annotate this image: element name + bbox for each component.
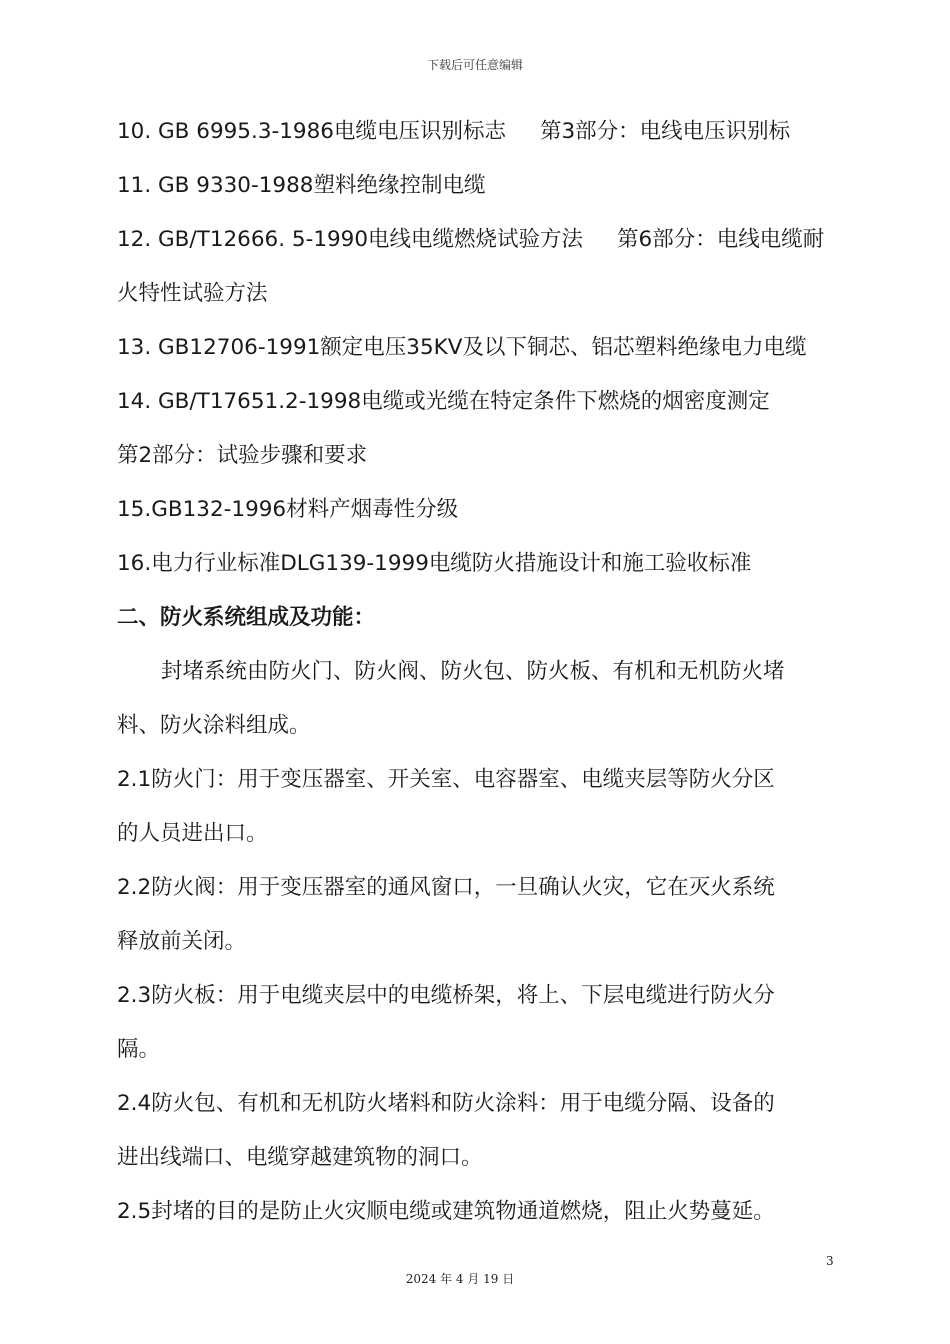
standard-item-12-title: 12. GB/T12666. 5-1990电线电缆燃烧试验方法 <box>117 227 584 252</box>
standard-item-16: 16.电力行业标准DLG139-1999电缆防火措施设计和施工验收标准 <box>117 551 752 576</box>
item-2-4-line-1: 2.4防火包、有机和无机防火堵料和防火涂料：用于电缆分隔、设备的 <box>117 1091 775 1116</box>
page-number: 3 <box>826 1254 834 1268</box>
intro-paragraph-line-1: 封堵系统由防火门、防火阀、防火包、防火板、有机和无机防火堵 <box>161 659 785 684</box>
standard-item-10-part: 第3部分：电线电压识别标 <box>539 119 791 144</box>
standard-item-13: 13. GB12706-1991额定电压35KV及以下铜芯、铝芯塑料绝缘电力电缆 <box>117 335 807 360</box>
footer-date: 2024 年 4 月 19 日 <box>405 1272 515 1286</box>
item-2-3-line-1: 2.3防火板：用于电缆夹层中的电缆桥架，将上、下层电缆进行防火分 <box>117 983 775 1008</box>
standard-item-12-part: 第6部分：电线电缆耐 <box>617 227 825 252</box>
standard-item-14: 14. GB/T17651.2-1998电缆或光缆在特定条件下燃烧的烟密度测定 <box>117 389 770 414</box>
standard-item-12-continued: 火特性试验方法 <box>117 281 268 306</box>
item-2-2-line-2: 释放前关闭。 <box>117 929 247 954</box>
item-2-3-line-2: 隔。 <box>117 1037 161 1062</box>
item-2-2-line-1: 2.2防火阀：用于变压器室的通风窗口，一旦确认火灾，它在灭火系统 <box>117 875 775 900</box>
standard-item-14-continued: 第2部分：试验步骤和要求 <box>117 443 368 468</box>
standard-item-10 <box>117 117 790 147</box>
item-2-1-line-1: 2.1防火门：用于变压器室、开关室、电容器室、电缆夹层等防火分区 <box>117 767 775 792</box>
item-2-4-line-2: 进出线端口、电缆穿越建筑物的洞口。 <box>117 1145 483 1170</box>
standard-item-10-title: 10. GB 6995.3-1986电缆电压识别标志 <box>117 119 506 144</box>
standard-item-15: 15.GB132-1996材料产烟毒性分级 <box>117 497 459 522</box>
standard-item-11: 11. GB 9330-1988塑料绝缘控制电缆 <box>117 173 486 198</box>
standard-item-12 <box>117 225 824 255</box>
item-2-5: 2.5封堵的目的是防止火灾顺电缆或建筑物通道燃烧，阻止火势蔓延。 <box>117 1199 775 1224</box>
item-2-1-line-2: 的人员进出口。 <box>117 821 268 846</box>
header-note: 下载后可任意编辑 <box>426 58 523 72</box>
intro-paragraph-line-2: 料、防火涂料组成。 <box>117 713 311 738</box>
section-heading: 二、防火系统组成及功能： <box>117 605 376 630</box>
